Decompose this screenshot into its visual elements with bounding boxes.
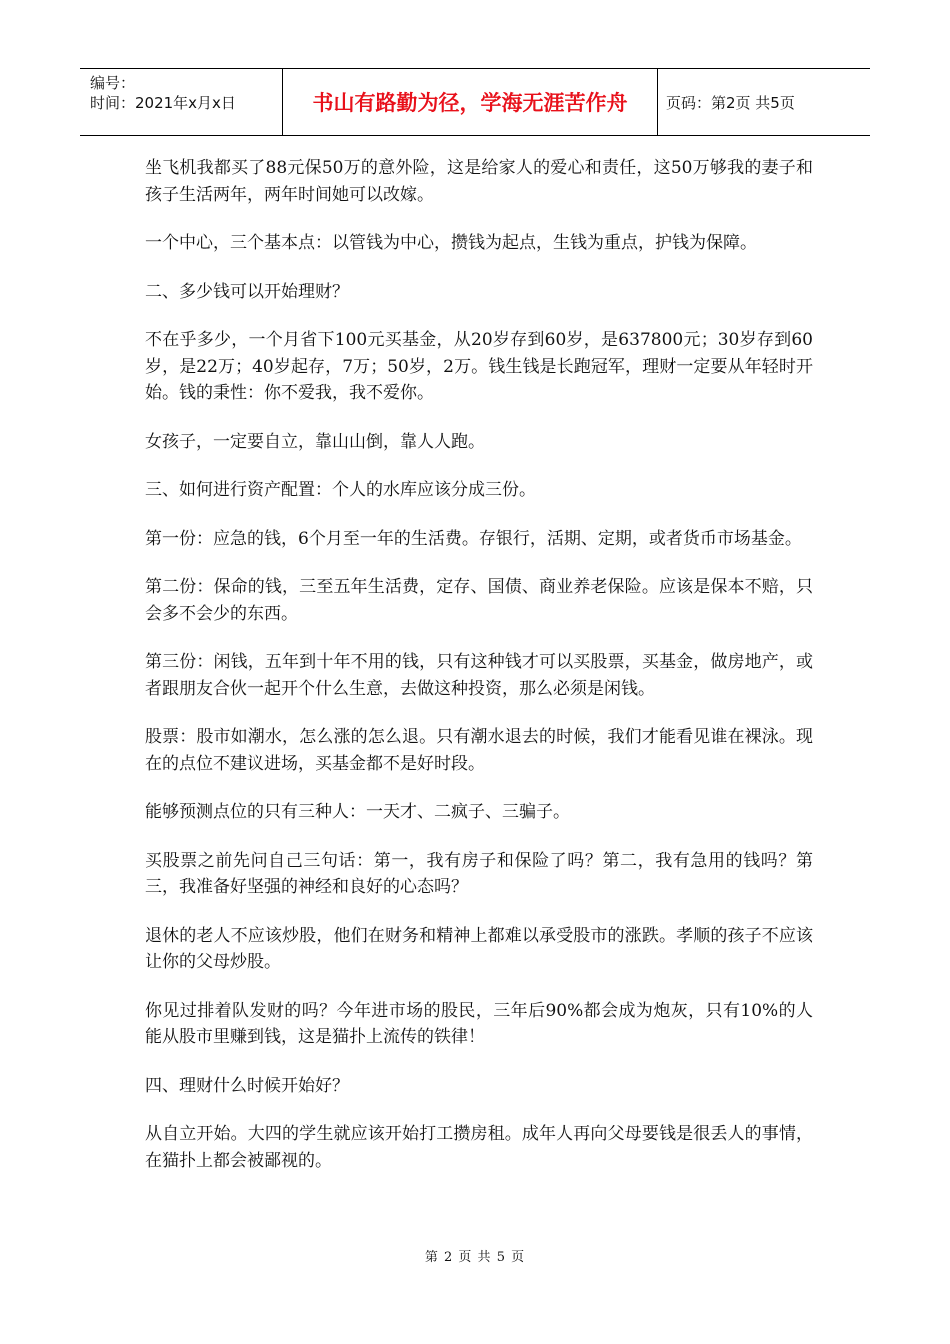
paragraph: 第一份：应急的钱，6个月至一年的生活费。存银行，活期、定期，或者货币市场基金。	[145, 528, 802, 549]
number-label: 编号：	[90, 74, 136, 92]
header-page-info: 页码：第2页 共5页	[666, 93, 795, 112]
paragraph: 你见过排着队发财的吗？今年进市场的股民，三年后90%都会成为炮灰，只有10%的人能从股市里赚到钱，这是猫扑上流传的铁律！	[145, 1000, 813, 1047]
paragraph: 退休的老人不应该炒股，他们在财务和精神上都难以承受股市的涨跌。孝顺的孩子不应该让你的父母炒股。	[145, 925, 813, 972]
document-header	[80, 68, 870, 136]
document-body	[145, 155, 813, 1196]
paragraph: 第二份：保命的钱，三至五年生活费，定存、国债、商业养老保险。应该是保本不赔，只会多不会少的东西。	[145, 577, 813, 624]
paragraph: 从自立开始。大四的学生就应该开始打工攒房租。成年人再向父母要钱是很丢人的事情，在猫扑上都会被鄙视的。	[145, 1124, 813, 1171]
paragraph: 不在乎多少，一个月省下100元买基金，从20岁存到60岁，是637800元；30岁存到60岁，是22万；40岁起存，7万；50岁，2万。钱生钱是长跑冠军，理财一定要从年轻时开始。钱的秉性：你不爱我，我不爱你。	[145, 330, 813, 403]
paragraph: 女孩子，一定要自立，靠山山倒，靠人人跑。	[145, 431, 485, 452]
section-heading: 三、如何进行资产配置：个人的水库应该分成三份。	[145, 480, 536, 500]
section-heading: 四、理财什么时候开始好？	[145, 1075, 349, 1096]
header-meta	[80, 69, 283, 135]
paragraph: 坐飞机我都买了88元保50万的意外险，这是给家人的爱心和责任，这50万够我的妻子和孩子生活两年，两年时间她可以改嫁。	[145, 158, 813, 205]
header-motto: 书山有路勤为径，学海无涯苦作舟	[283, 69, 658, 135]
section-heading: 二、多少钱可以开始理财？	[145, 281, 349, 302]
paragraph: 股票：股市如潮水，怎么涨的怎么退。只有潮水退去的时候，我们才能看见谁在裸泳。现在的点位不建议进场，买基金都不是好时段。	[145, 727, 813, 774]
paragraph: 一个中心，三个基本点：以管钱为中心，攒钱为起点，生钱为重点，护钱为保障。	[145, 233, 757, 253]
paragraph: 买股票之前先问自己三句话：第一，我有房子和保险了吗？第二，我有急用的钱吗？第三，我准备好坚强的神经和良好的心态吗？	[145, 850, 813, 897]
page-footer: 第 2 页 共 5 页	[424, 1250, 526, 1265]
paragraph: 第三份：闲钱，五年到十年不用的钱，只有这种钱才可以买股票，买基金，做房地产，或者跟朋友合伙一起开个什么生意，去做这种投资，那么必须是闲钱。	[145, 652, 813, 699]
time-label: 时间：2021年x月x日	[90, 94, 236, 112]
paragraph: 能够预测点位的只有三种人：一天才、二疯子、三骗子。	[145, 802, 570, 822]
